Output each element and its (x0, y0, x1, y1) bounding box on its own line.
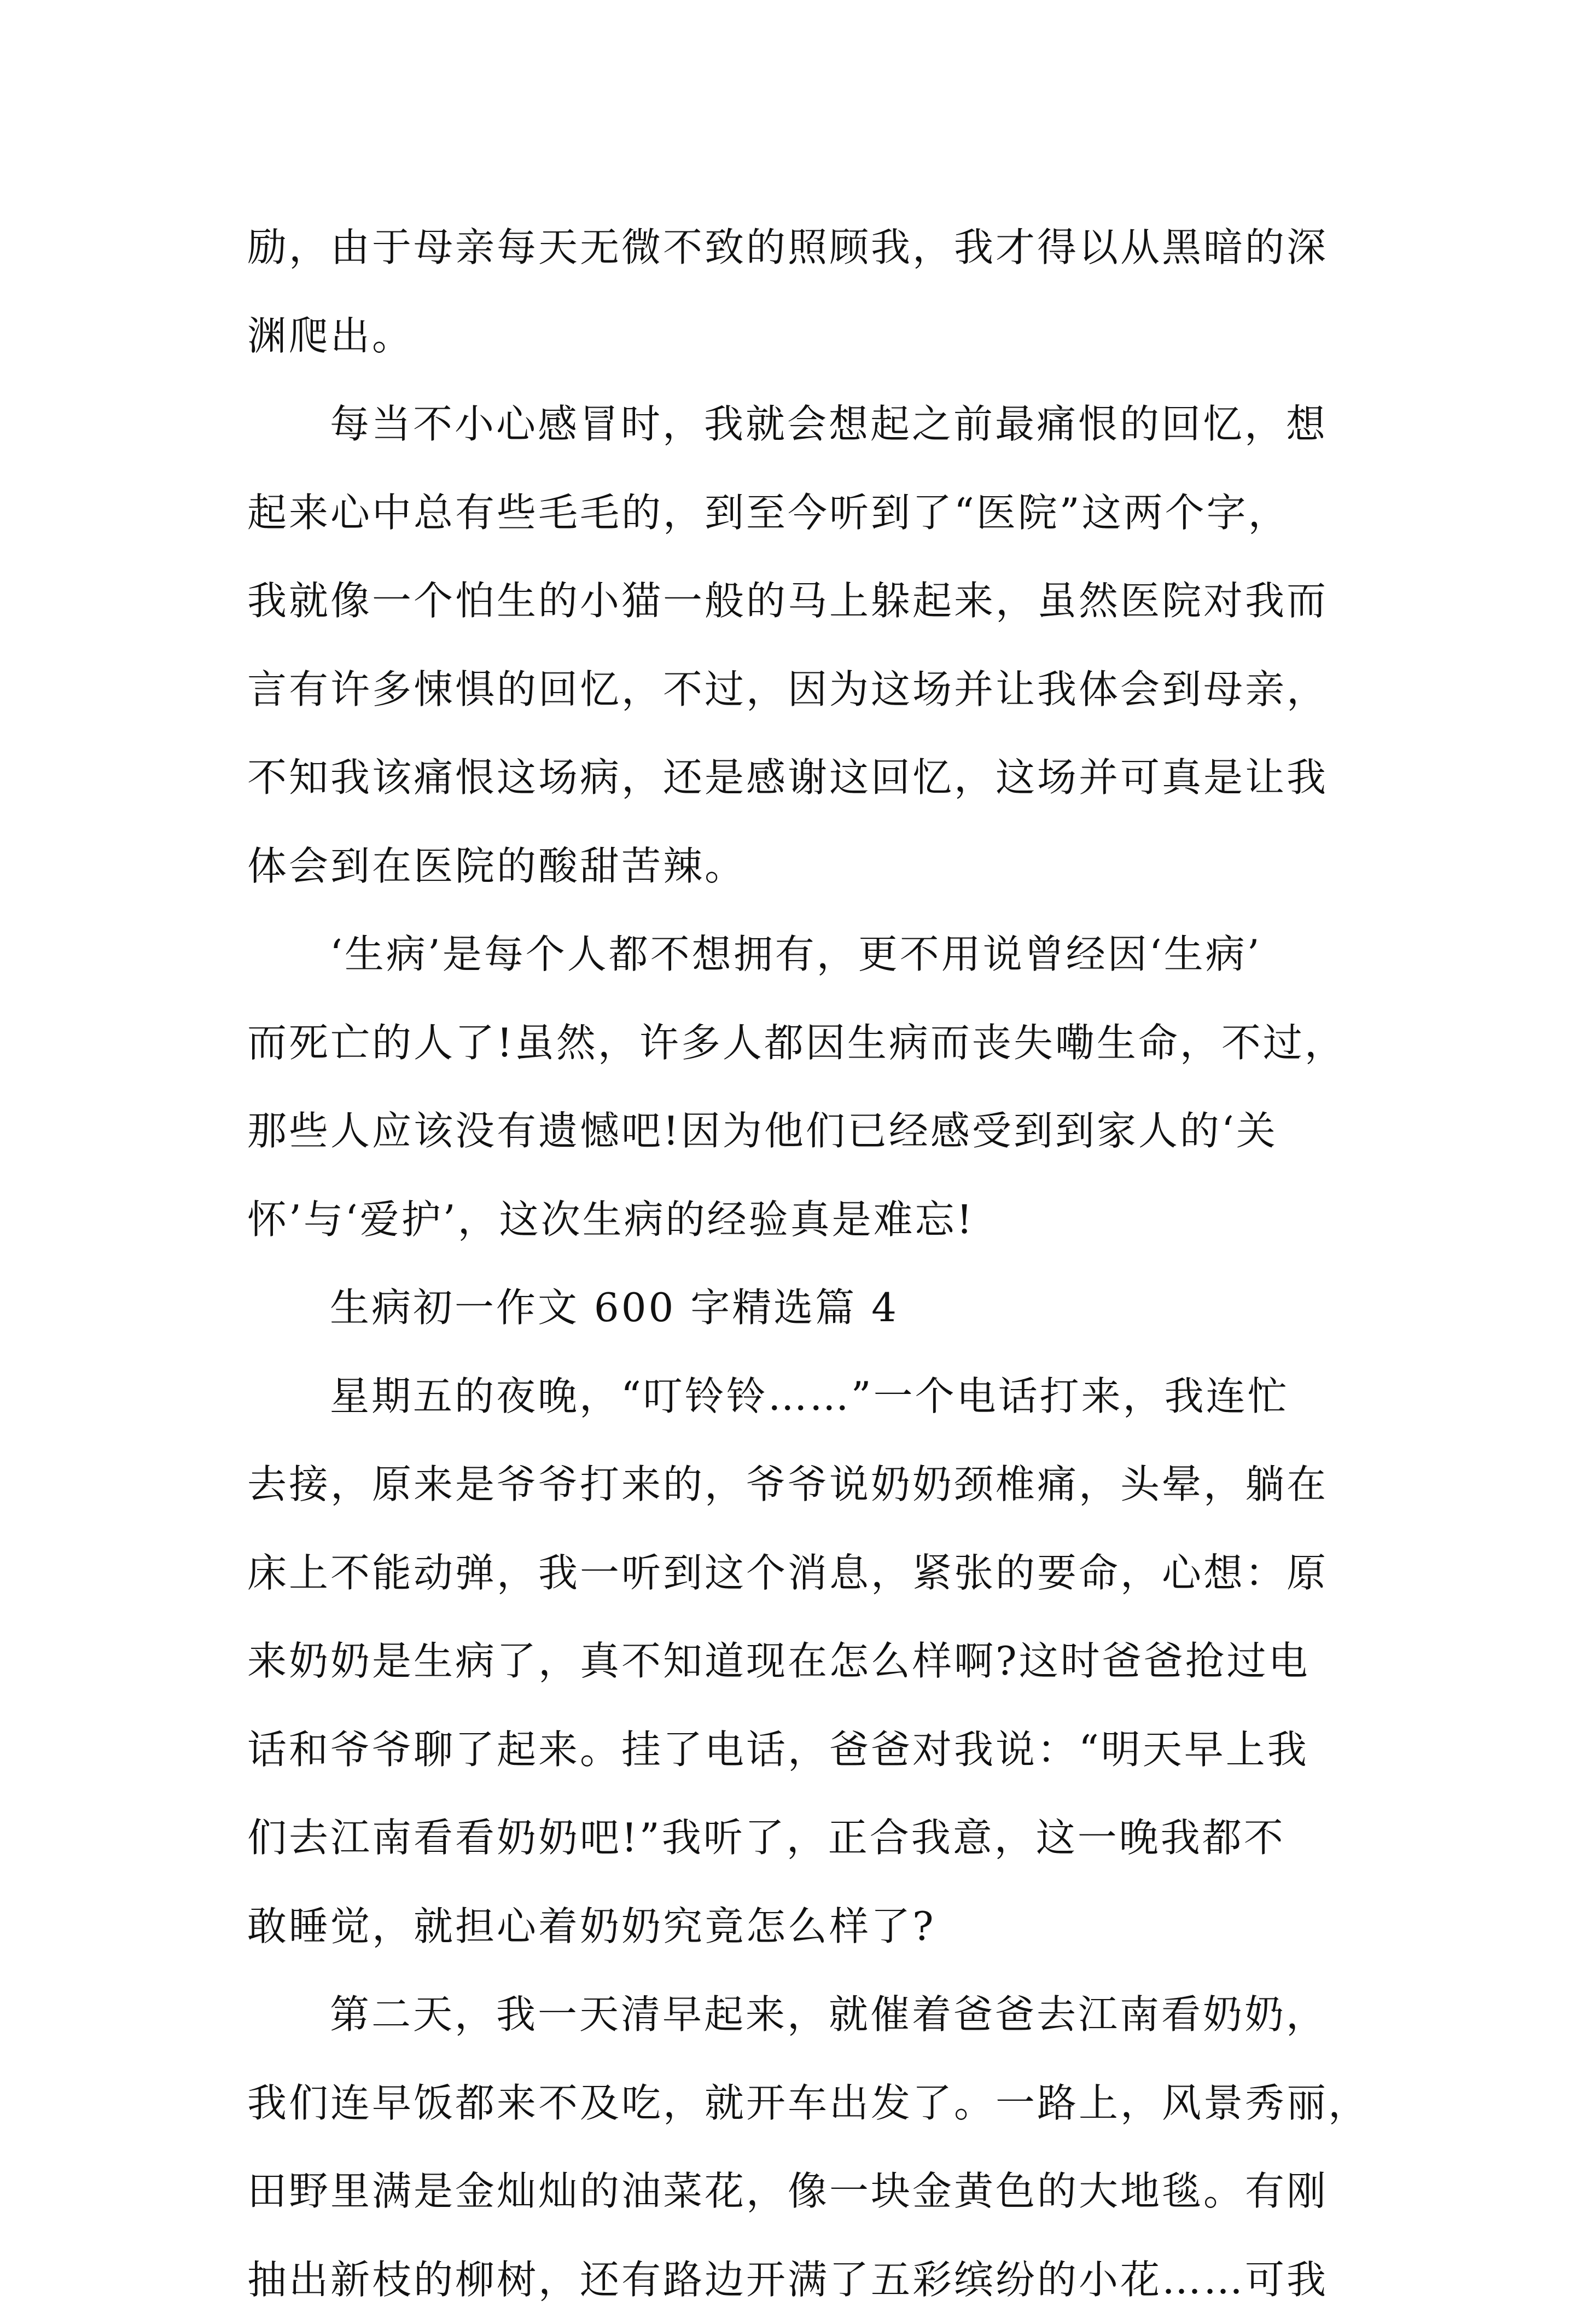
text-line: 不知我该痛恨这场病，还是感谢这回忆，这场并可真是让我 (247, 734, 1347, 822)
text-line: 来奶奶是生病了，真不知道现在怎么样啊?这时爸爸抢过电 (247, 1617, 1347, 1706)
text-line: 抽出新枝的柳树，还有路边开满了五彩缤纷的小花……可我 (247, 2236, 1347, 2324)
text-line: ‘生病’是每个人都不想拥有，更不用说曾经因‘生病’ (247, 910, 1347, 999)
text-line: 敢睡觉，就担心着奶奶究竟怎么样了? (247, 1883, 1347, 1971)
text-line: 星期五的夜晚，“叮铃铃……”一个电话打来，我连忙 (247, 1352, 1347, 1441)
text-line: 们去江南看看奶奶吧!”我听了，正合我意，这一晚我都不 (247, 1794, 1347, 1883)
body-text (247, 204, 1347, 2324)
text-line: 起来心中总有些毛毛的，到至今听到了“医院”这两个字， (247, 469, 1347, 557)
text-line: 渊爬出。 (247, 292, 1347, 381)
text-line: 去接，原来是爷爷打来的，爷爷说奶奶颈椎痛，头晕，躺在 (247, 1440, 1347, 1529)
text-line: 而死亡的人了!虽然，许多人都因生病而丧失嘞生命，不过， (247, 999, 1347, 1088)
text-line: 生病初一作文 600 字精选篇 4 (247, 1264, 1347, 1352)
text-line: 励，由于母亲每天无微不致的照顾我，我才得以从黑暗的深 (247, 204, 1347, 292)
text-line: 怀’与‘爱护’，这次生病的经验真是难忘! (247, 1176, 1347, 1264)
text-line: 田野里满是金灿灿的油菜花，像一块金黄色的大地毯。有刚 (247, 2147, 1347, 2236)
text-line: 每当不小心感冒时，我就会想起之前最痛恨的回忆，想 (247, 380, 1347, 469)
text-line: 言有许多悚惧的回忆，不过，因为这场并让我体会到母亲， (247, 646, 1347, 734)
text-line: 体会到在医院的酸甜苦辣。 (247, 822, 1347, 911)
text-line: 我就像一个怕生的小猫一般的马上躲起来，虽然医院对我而 (247, 557, 1347, 646)
text-line: 话和爷爷聊了起来。挂了电话，爸爸对我说：“明天早上我 (247, 1706, 1347, 1794)
text-line: 那些人应该没有遗憾吧!因为他们已经感受到到家人的‘关 (247, 1087, 1347, 1176)
text-line: 第二天，我一天清早起来，就催着爸爸去江南看奶奶， (247, 1971, 1347, 2059)
text-line: 我们连早饭都来不及吃，就开车出发了。一路上，风景秀丽， (247, 2059, 1347, 2148)
text-line: 床上不能动弹，我一听到这个消息，紧张的要命，心想：原 (247, 1529, 1347, 1618)
